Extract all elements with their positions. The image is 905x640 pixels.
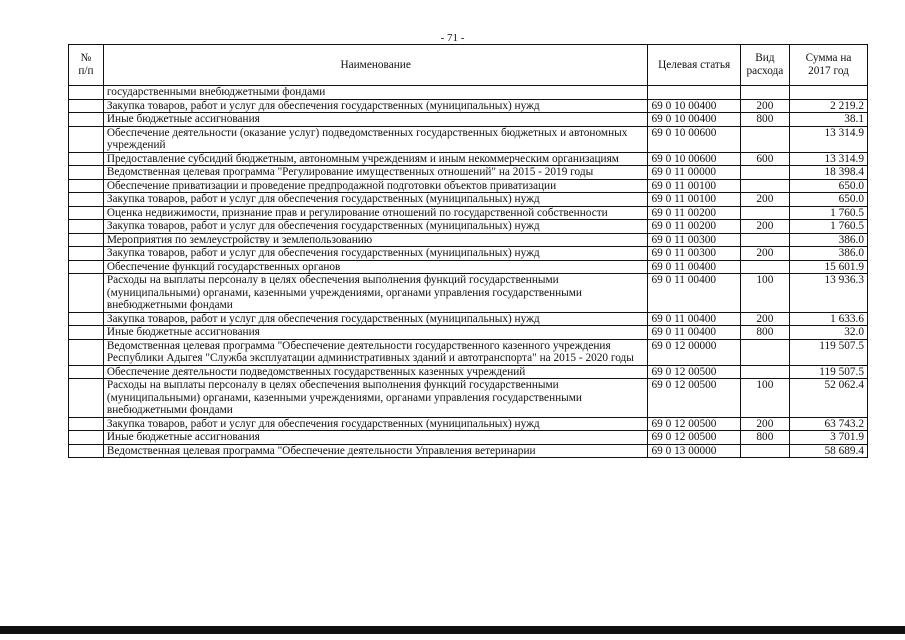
table-row bbox=[69, 233, 868, 247]
cell-sum: 1 760.5 bbox=[790, 220, 868, 234]
cell-num bbox=[69, 206, 104, 220]
cell-num bbox=[69, 233, 104, 247]
table-row bbox=[69, 339, 868, 365]
cell-num bbox=[69, 312, 104, 326]
table-body bbox=[69, 86, 868, 458]
cell-code: 69 0 12 00000 bbox=[648, 339, 740, 365]
cell-name: Закупка товаров, работ и услуг для обеспечения государственных (муниципальных) нужд bbox=[103, 247, 648, 261]
cell-name: Ведомственная целевая программа "Регулирование имущественных отношений" на 2015 - 2019 годы bbox=[103, 166, 648, 180]
cell-type bbox=[740, 179, 789, 193]
cell-sum bbox=[790, 86, 868, 100]
cell-name: Оценка недвижимости, признание прав и регулирование отношений по государственной собственности bbox=[103, 206, 648, 220]
cell-sum: 650.0 bbox=[790, 179, 868, 193]
cell-name: Закупка товаров, работ и услуг для обеспечения государственных (муниципальных) нужд bbox=[103, 312, 648, 326]
cell-code: 69 0 11 00300 bbox=[648, 247, 740, 261]
table-row bbox=[69, 99, 868, 113]
cell-name: государственными внебюджетными фондами bbox=[103, 86, 648, 100]
cell-type: 800 bbox=[740, 431, 789, 445]
cell-code: 69 0 11 00400 bbox=[648, 312, 740, 326]
cell-num bbox=[69, 326, 104, 340]
cell-name: Закупка товаров, работ и услуг для обеспечения государственных (муниципальных) нужд bbox=[103, 99, 648, 113]
cell-name: Обеспечение приватизации и проведение предпродажной подготовки объектов приватизации bbox=[103, 179, 648, 193]
table-row bbox=[69, 206, 868, 220]
cell-name: Расходы на выплаты персоналу в целях обеспечения выполнения функций государственными (муниципальными) органами, казенными учреждениями, органами управления государственными внебюджетными фондами bbox=[103, 379, 648, 418]
cell-code: 69 0 13 00000 bbox=[648, 444, 740, 458]
cell-type bbox=[740, 206, 789, 220]
cell-sum: 63 743.2 bbox=[790, 417, 868, 431]
header-type: Вид расхода bbox=[740, 45, 789, 86]
cell-type: 600 bbox=[740, 152, 789, 166]
cell-type bbox=[740, 126, 789, 152]
cell-sum: 386.0 bbox=[790, 247, 868, 261]
cell-num bbox=[69, 431, 104, 445]
cell-sum: 119 507.5 bbox=[790, 339, 868, 365]
cell-type: 200 bbox=[740, 247, 789, 261]
cell-type: 100 bbox=[740, 379, 789, 418]
table-row bbox=[69, 179, 868, 193]
cell-type bbox=[740, 233, 789, 247]
cell-type: 200 bbox=[740, 220, 789, 234]
table-row bbox=[69, 152, 868, 166]
cell-name: Ведомственная целевая программа "Обеспечение деятельности Управления ветеринарии bbox=[103, 444, 648, 458]
cell-sum: 1 760.5 bbox=[790, 206, 868, 220]
cell-name: Мероприятия по землеустройству и землепользованию bbox=[103, 233, 648, 247]
cell-num bbox=[69, 417, 104, 431]
cell-code: 69 0 11 00300 bbox=[648, 233, 740, 247]
cell-sum: 386.0 bbox=[790, 233, 868, 247]
cell-num bbox=[69, 193, 104, 207]
table-header bbox=[69, 45, 868, 86]
cell-sum: 13 314.9 bbox=[790, 126, 868, 152]
cell-code: 69 0 11 00000 bbox=[648, 166, 740, 180]
cell-type: 200 bbox=[740, 193, 789, 207]
cell-code: 69 0 12 00500 bbox=[648, 431, 740, 445]
cell-sum: 15 601.9 bbox=[790, 260, 868, 274]
cell-name: Иные бюджетные ассигнования bbox=[103, 113, 648, 127]
cell-sum: 119 507.5 bbox=[790, 365, 868, 379]
cell-num bbox=[69, 126, 104, 152]
page-number: - 71 - bbox=[440, 32, 465, 44]
cell-name: Обеспечение деятельности подведомственных государственных казенных учреждений bbox=[103, 365, 648, 379]
cell-type bbox=[740, 86, 789, 100]
cell-num bbox=[69, 365, 104, 379]
cell-sum: 52 062.4 bbox=[790, 379, 868, 418]
cell-code: 69 0 11 00100 bbox=[648, 179, 740, 193]
table-row bbox=[69, 312, 868, 326]
table-row bbox=[69, 444, 868, 458]
cell-code: 69 0 11 00400 bbox=[648, 326, 740, 340]
cell-name: Предоставление субсидий бюджетным, автономным учреждениям и иным некоммерческим организациям bbox=[103, 152, 648, 166]
cell-name: Закупка товаров, работ и услуг для обеспечения государственных (муниципальных) нужд bbox=[103, 220, 648, 234]
cell-code bbox=[648, 86, 740, 100]
cell-type bbox=[740, 166, 789, 180]
table-row bbox=[69, 193, 868, 207]
cell-code: 69 0 10 00600 bbox=[648, 126, 740, 152]
cell-num bbox=[69, 179, 104, 193]
cell-type: 200 bbox=[740, 99, 789, 113]
table-row bbox=[69, 126, 868, 152]
cell-sum: 1 633.6 bbox=[790, 312, 868, 326]
cell-code: 69 0 12 00500 bbox=[648, 417, 740, 431]
table-row bbox=[69, 365, 868, 379]
cell-name: Закупка товаров, работ и услуг для обеспечения государственных (муниципальных) нужд bbox=[103, 417, 648, 431]
cell-code: 69 0 10 00600 bbox=[648, 152, 740, 166]
table-row bbox=[69, 379, 868, 418]
cell-name: Обеспечение функций государственных органов bbox=[103, 260, 648, 274]
table-row bbox=[69, 113, 868, 127]
cell-sum: 38.1 bbox=[790, 113, 868, 127]
cell-name: Иные бюджетные ассигнования bbox=[103, 326, 648, 340]
table-row bbox=[69, 417, 868, 431]
cell-num bbox=[69, 113, 104, 127]
cell-num bbox=[69, 166, 104, 180]
table-row bbox=[69, 220, 868, 234]
header-sum: Сумма на 2017 год bbox=[790, 45, 868, 86]
cell-num bbox=[69, 444, 104, 458]
cell-code: 69 0 10 00400 bbox=[648, 99, 740, 113]
cell-type: 800 bbox=[740, 326, 789, 340]
cell-name: Иные бюджетные ассигнования bbox=[103, 431, 648, 445]
cell-num bbox=[69, 220, 104, 234]
cell-code: 69 0 11 00400 bbox=[648, 274, 740, 313]
cell-code: 69 0 12 00500 bbox=[648, 365, 740, 379]
cell-name: Расходы на выплаты персоналу в целях обеспечения выполнения функций государственными (муниципальными) органами, казенными учреждениями, органами управления государственными внебюджетными фондами bbox=[103, 274, 648, 313]
cell-sum: 32.0 bbox=[790, 326, 868, 340]
cell-sum: 3 701.9 bbox=[790, 431, 868, 445]
cell-num bbox=[69, 86, 104, 100]
cell-num bbox=[69, 99, 104, 113]
cell-sum: 13 314.9 bbox=[790, 152, 868, 166]
cell-sum: 13 936.3 bbox=[790, 274, 868, 313]
cell-sum: 18 398.4 bbox=[790, 166, 868, 180]
cell-type: 800 bbox=[740, 113, 789, 127]
cell-code: 69 0 11 00100 bbox=[648, 193, 740, 207]
cell-type: 100 bbox=[740, 274, 789, 313]
cell-name: Ведомственная целевая программа "Обеспечение деятельности государственного казенного учреждения Республики Адыгея "Служба эксплуатации административных зданий и автотранспорта" на 2015 - 2020 годы bbox=[103, 339, 648, 365]
table-row bbox=[69, 431, 868, 445]
cell-type: 200 bbox=[740, 417, 789, 431]
cell-sum: 58 689.4 bbox=[790, 444, 868, 458]
cell-num bbox=[69, 379, 104, 418]
table-row bbox=[69, 326, 868, 340]
cell-sum: 650.0 bbox=[790, 193, 868, 207]
cell-code: 69 0 12 00500 bbox=[648, 379, 740, 418]
cell-code: 69 0 11 00200 bbox=[648, 220, 740, 234]
cell-sum: 2 219.2 bbox=[790, 99, 868, 113]
table-row bbox=[69, 166, 868, 180]
cell-type bbox=[740, 444, 789, 458]
cell-type bbox=[740, 339, 789, 365]
cell-name: Обеспечение деятельности (оказание услуг) подведомственных государственных бюджетных и автономных учреждений bbox=[103, 126, 648, 152]
budget-table bbox=[68, 44, 868, 458]
header-num: № п/п bbox=[69, 45, 104, 86]
header-code: Целевая статья bbox=[648, 45, 740, 86]
header-name: Наименование bbox=[103, 45, 648, 86]
cell-num bbox=[69, 339, 104, 365]
table-row bbox=[69, 247, 868, 261]
cell-num bbox=[69, 247, 104, 261]
cell-code: 69 0 10 00400 bbox=[648, 113, 740, 127]
table-row bbox=[69, 274, 868, 313]
cell-num bbox=[69, 260, 104, 274]
cell-name: Закупка товаров, работ и услуг для обеспечения государственных (муниципальных) нужд bbox=[103, 193, 648, 207]
cell-code: 69 0 11 00200 bbox=[648, 206, 740, 220]
cell-code: 69 0 11 00400 bbox=[648, 260, 740, 274]
cell-type bbox=[740, 260, 789, 274]
cell-num bbox=[69, 274, 104, 313]
table-row bbox=[69, 86, 868, 100]
cell-type: 200 bbox=[740, 312, 789, 326]
scan-edge-bar bbox=[0, 626, 905, 634]
table-row bbox=[69, 260, 868, 274]
cell-num bbox=[69, 152, 104, 166]
cell-type bbox=[740, 365, 789, 379]
